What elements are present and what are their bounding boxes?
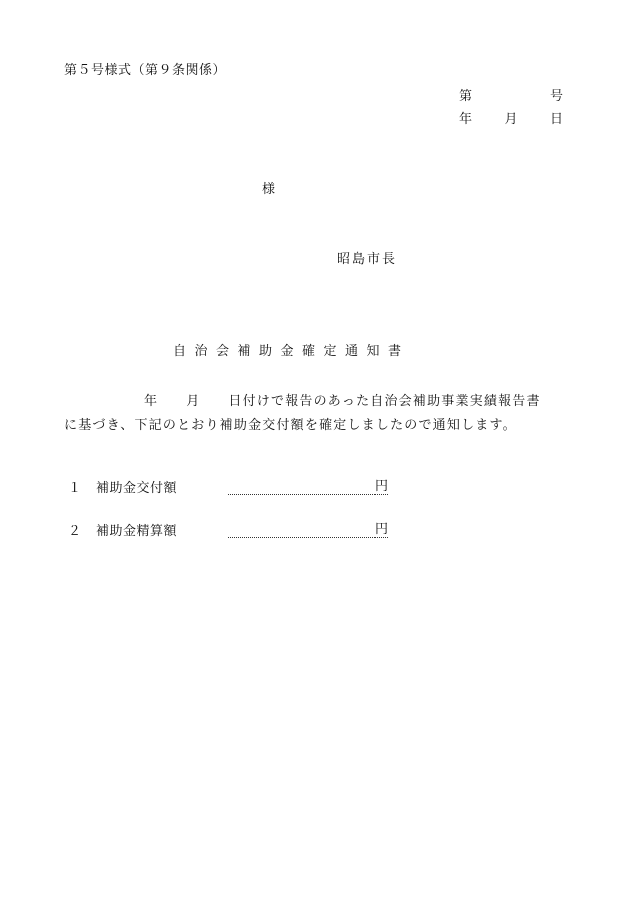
amount-blank-field xyxy=(228,523,375,538)
item-label: 補助金精算額 xyxy=(96,524,178,539)
item-number: １ xyxy=(68,481,82,496)
issuer-name: 昭島市長 xyxy=(337,252,398,267)
reference-date-day: 日 xyxy=(549,112,563,127)
notification-body xyxy=(64,390,564,438)
body-date-year: 年 xyxy=(144,394,159,409)
document-title: 自治会補助金確定通知書 xyxy=(173,344,410,359)
reference-number-prefix: 第 xyxy=(459,89,473,104)
item-settlement-amount xyxy=(68,523,388,538)
item-number: ２ xyxy=(68,524,82,539)
body-date-month: 月 xyxy=(186,394,201,409)
addressee-honorific: 様 xyxy=(262,182,276,197)
reference-number-suffix: 号 xyxy=(549,89,563,104)
item-grant-amount xyxy=(68,480,388,495)
reference-number xyxy=(459,90,563,103)
amount-blank-field xyxy=(228,480,375,495)
item-unit: 円 xyxy=(375,522,389,537)
reference-date-month: 月 xyxy=(504,112,518,127)
body-line-2: に基づき、下記のとおり補助金交付額を確定しましたので通知します。 xyxy=(64,418,517,433)
form-number: 第５号様式（第９条関係） xyxy=(64,63,227,78)
item-label: 補助金交付額 xyxy=(96,481,178,496)
body-line-1 xyxy=(64,390,564,414)
body-line-1-text: 日付けで報告のあった自治会補助事業実績報告書 xyxy=(228,394,541,409)
reference-date xyxy=(459,113,563,126)
reference-date-year: 年 xyxy=(459,112,473,127)
item-unit: 円 xyxy=(375,479,389,494)
